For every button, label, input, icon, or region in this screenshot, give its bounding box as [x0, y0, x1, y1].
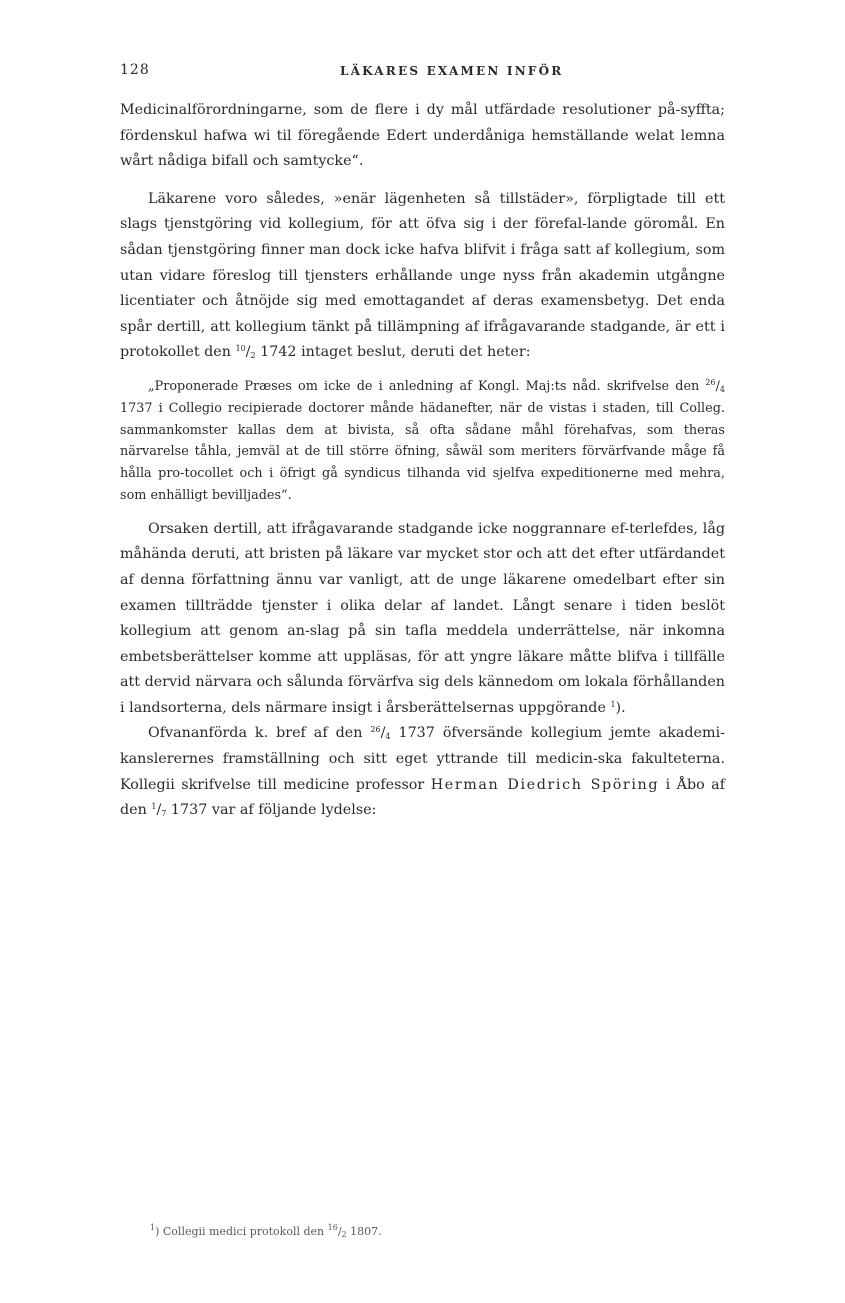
date-numerator: 26	[370, 725, 381, 735]
footnote-text: ) Collegii medici protokoll den	[155, 1225, 328, 1238]
paragraph-ofvananforda: Ofvananförda k. bref af den $^{26}/_4$ 1737 öfversände kollegium jemte akademi-kanslerernes framställning och sitt eget yttrande till medicin-ska fakulteterna. Kollegii skrifvelse till medicine professor Herman Diedrich Spöring i Åbo af den $^1/_7$ 1737 var af följande lydelse:	[120, 725, 725, 819]
quote-text: „Proponerade Præses om icke de i anledning af Kongl. Maj:ts nåd. skrifvelse den	[148, 378, 706, 394]
paragraph-text-tail: ).	[615, 699, 626, 716]
running-title: LÄKARES EXAMEN INFÖR	[340, 64, 564, 78]
footnote-marker: 1	[150, 1223, 156, 1232]
paragraph-text-tail: 1742 intaget beslut, deruti det heter:	[255, 344, 531, 361]
footnote-text-tail: 1807.	[346, 1225, 382, 1238]
date-numerator: 10	[235, 344, 246, 354]
page-header	[0, 62, 845, 84]
footnote: $^1$) Collegii medici protokoll den $^{16}/_2$ 1807.	[150, 1223, 382, 1239]
date-denominator: 7	[161, 809, 167, 819]
paragraph-continuation: Medicinalförordningarne, som de flere i dy mål utfärdade resolutioner på-syffta; fördenskul hafwa wi til föregående Edert underdåniga hemställande welat lemna wårt nådiga bifall och samtycke“.	[120, 102, 725, 170]
date-denominator: 4	[719, 384, 725, 394]
paragraph-text: Ofvananförda k. bref af den	[148, 725, 371, 742]
paragraph-text-tail: 1737 var af följande lydelse:	[166, 802, 377, 819]
paragraph-text: Orsaken dertill, att ifrågavarande stadgande icke noggrannare ef-terlefdes, låg måhända deruti, att bristen på läkare var mycket stor och att det efter utfärdandet af denna författning ännu var vanligt, att de unge läkarene omedelbart efter sin examen tillträdde tjenster i olika delar af landet. Långt senare i tiden beslöt kollegium att genom an-slag på sin tafla meddela underrättelse, när inkomna embetsberättelser komme att uppläsas, för att yngre läkare måtte blifva i tillfälle att dervid närvara och sålunda förvärfva sig dels kännedom om lokala förhållanden i landsorterna, dels närmare insigt i årsberättelsernas uppgörande	[120, 520, 725, 716]
date-numerator: 26	[705, 377, 716, 387]
paragraph-lakarene: Läkarene voro således, »enär lägenheten så tillstäder», förpligtade till ett slags tjenstgöring vid kollegium, för att öfva sig i der förefal-lande göromål. En sådan tjenstgöring finner man dock icke hafva blifvit i fråga satt af kollegium, som utan vidare föreslog till tjensters erhållande unge nyss från akademin utgångne licentiater och åtnöjde sig med emottagandet af deras examensbetyg. Det enda spår dertill, att kollegium tänkt på tillämpning af ifrågavarande stadgande, är ett i protokollet den $^{10}/_2$ 1742 intaget beslut, deruti det heter:	[120, 190, 725, 361]
footnote-reference: 1	[610, 699, 616, 709]
quote-text-tail: 1737 i Collegio recipierade doctorer månde hädanefter, när de vistas i staden, till Colleg. sammankomster kallas dem at bivista, så ofta sådane måhl förehafvas, som theras närvarelse tåhla, jemväl at de till större öfning, såwäl som meriters förvärfvande måge få hålla pro-tocollet och i öfrigt gå syndicus tilhanda vid sjelfva expeditionerne med mehra, som enhälligt bevilljades“.	[120, 400, 725, 503]
page-number: 128	[120, 62, 150, 78]
body-text	[120, 98, 725, 824]
date-denominator: 2	[341, 1230, 347, 1239]
paragraph-orsaken	[120, 517, 725, 722]
quoted-protocol: „Proponerade Præses om icke de i anledning af Kongl. Maj:ts nåd. skrifvelse den $^{26}/_4$ 1737 i Collegio recipierade doctorer månde hädanefter, när de vistas i staden, till Colleg. sammankomster kallas dem at bivista, så ofta sådane måhl förehafvas, som theras närvarelse tåhla, jemväl at de till större öfning, såwäl som meriters förvärfvande måge få hålla pro-tocollet och i öfrigt gå syndicus tilhanda vid sjelfva expeditionerne med mehra, som enhälligt bevilljades“.	[120, 377, 725, 503]
date-denominator: 4	[385, 732, 391, 742]
date-denominator: 2	[250, 351, 256, 361]
paragraph-text-mid: 1737 öfversände kollegium jemte akademi-kanslerernes framställning och sitt eget yttrande till medicin-ska fakulteterna. Kollegii skrifvelse till medicine professor	[120, 725, 725, 793]
date-numerator: 1	[151, 802, 157, 812]
person-name: Herman Diedrich Spöring	[430, 776, 660, 793]
paragraph-text-after-name: i Åbo af den	[120, 776, 725, 819]
date-numerator: 16	[327, 1223, 338, 1232]
paragraph-text: Läkarene voro således, »enär lägenheten så tillstäder», förpligtade till ett slags tjenstgöring vid kollegium, för att öfva sig i der förefal-lande göromål. En sådan tjenstgöring finner man dock icke hafva blifvit i fråga satt af kollegium, som utan vidare föreslog till tjensters erhållande unge nyss från akademin utgångne licentiater och åtnöjde sig med emottagandet af deras examensbetyg. Det enda spår dertill, att kollegium tänkt på tillämpning af ifrågavarande stadgande, är ett i protokollet den	[120, 190, 725, 361]
